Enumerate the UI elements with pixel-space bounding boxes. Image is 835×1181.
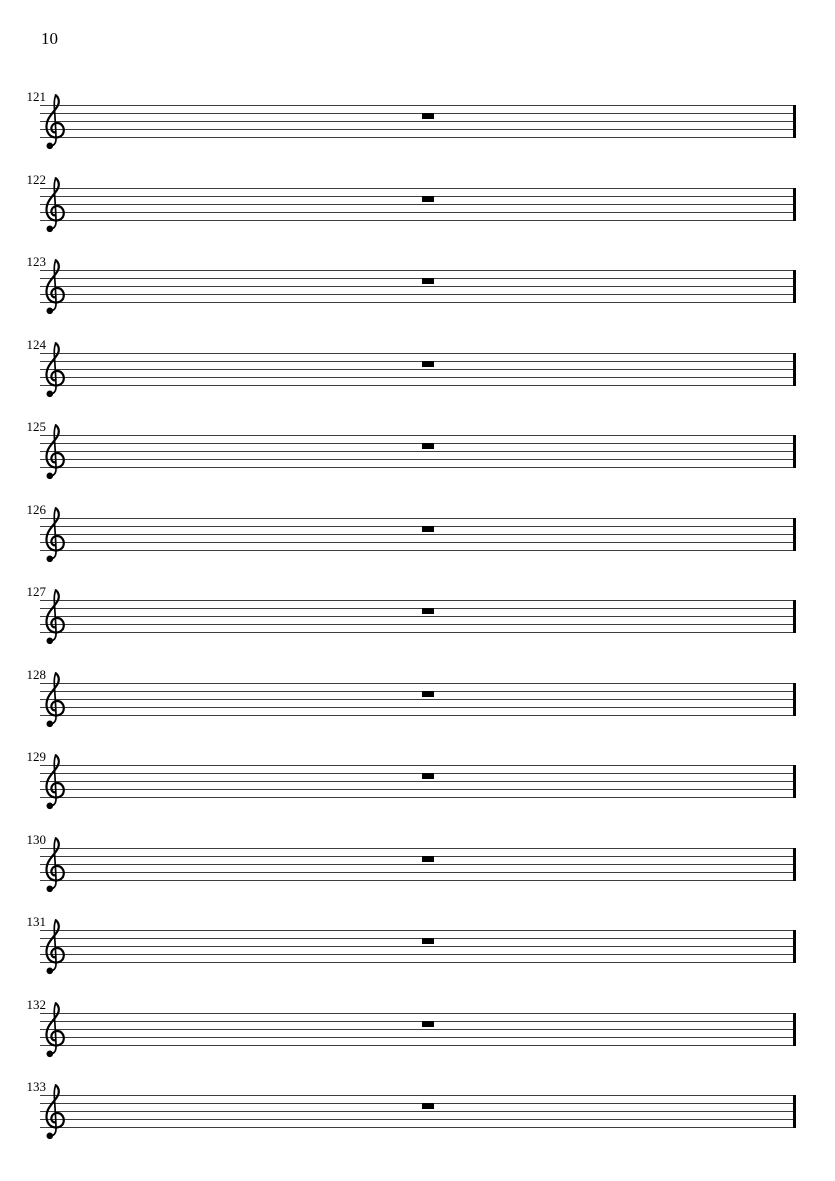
end-barline [793, 765, 796, 798]
staff-system [0, 910, 835, 980]
staff-line [40, 534, 796, 535]
staff-line [40, 1045, 796, 1046]
staff-line [40, 715, 796, 716]
staff-line [40, 451, 796, 452]
staff-system [0, 498, 835, 568]
staff-line [40, 270, 796, 271]
whole-rest [422, 526, 434, 532]
measure-number: 132 [26, 997, 46, 1012]
staff-line [40, 880, 796, 881]
measure-number: 122 [26, 172, 46, 187]
staff-system [0, 663, 835, 733]
treble-clef-icon [43, 423, 67, 481]
whole-rest [422, 1021, 434, 1027]
end-barline [793, 270, 796, 303]
staff-line [40, 608, 796, 609]
end-barline [793, 1013, 796, 1046]
staff-line [40, 550, 796, 551]
end-barline [793, 600, 796, 633]
end-barline [793, 518, 796, 551]
staff-line [40, 954, 796, 955]
staff-line [40, 1095, 796, 1096]
staff-line [40, 938, 796, 939]
measure-number: 128 [26, 667, 46, 682]
staff-line [40, 856, 796, 857]
staff-line [40, 864, 796, 865]
staff-line [40, 105, 796, 106]
treble-clef-icon [43, 93, 67, 151]
measure-number: 126 [26, 502, 46, 517]
staff-system [0, 333, 835, 403]
staff-line [40, 361, 796, 362]
staff-line [40, 369, 796, 370]
staff-line [40, 872, 796, 873]
page-number: 10 [41, 29, 58, 48]
staff-line [40, 443, 796, 444]
end-barline [793, 105, 796, 138]
staff-line [40, 962, 796, 963]
end-barline [793, 1095, 796, 1128]
treble-clef-icon [43, 836, 67, 894]
staff-line [40, 600, 796, 601]
staff-line [40, 1119, 796, 1120]
end-barline [793, 435, 796, 468]
whole-rest [422, 773, 434, 779]
staff-line [40, 467, 796, 468]
treble-clef-icon [43, 588, 67, 646]
staff-system [0, 85, 835, 155]
measure-number: 123 [26, 254, 46, 269]
measure-number: 129 [26, 749, 46, 764]
treble-clef-icon [43, 753, 67, 811]
whole-rest [422, 608, 434, 614]
staff-line [40, 353, 796, 354]
whole-rest [422, 361, 434, 367]
staff-line [40, 196, 796, 197]
staff-line [40, 518, 796, 519]
whole-rest [422, 938, 434, 944]
staff-line [40, 542, 796, 543]
treble-clef-icon [43, 1001, 67, 1059]
measure-number: 125 [26, 419, 46, 434]
whole-rest [422, 196, 434, 202]
end-barline [793, 848, 796, 881]
staff-line [40, 137, 796, 138]
treble-clef-icon [43, 176, 67, 234]
staff-line [40, 278, 796, 279]
staff-line [40, 699, 796, 700]
staff-system [0, 580, 835, 650]
staff-line [40, 385, 796, 386]
staff-system [0, 168, 835, 238]
end-barline [793, 930, 796, 963]
end-barline [793, 683, 796, 716]
staff-line [40, 212, 796, 213]
staff-line [40, 286, 796, 287]
staff-line [40, 1037, 796, 1038]
treble-clef-icon [43, 506, 67, 564]
staff-line [40, 848, 796, 849]
staff-line [40, 1111, 796, 1112]
treble-clef-icon [43, 258, 67, 316]
staff-line [40, 632, 796, 633]
whole-rest [422, 278, 434, 284]
staff-line [40, 294, 796, 295]
staff-line [40, 1013, 796, 1014]
staff-system [0, 415, 835, 485]
staff-system [0, 828, 835, 898]
staff-system [0, 1075, 835, 1145]
staff-line [40, 113, 796, 114]
staff-line [40, 459, 796, 460]
staff-line [40, 683, 796, 684]
treble-clef-icon [43, 671, 67, 729]
staff-line [40, 1021, 796, 1022]
staff-line [40, 188, 796, 189]
measure-number: 124 [26, 337, 46, 352]
staff-system [0, 745, 835, 815]
measure-number: 127 [26, 584, 46, 599]
whole-rest [422, 1103, 434, 1109]
staff-line [40, 930, 796, 931]
whole-rest [422, 856, 434, 862]
staff-system [0, 250, 835, 320]
staff-line [40, 797, 796, 798]
end-barline [793, 188, 796, 221]
staff-line [40, 773, 796, 774]
staff-line [40, 624, 796, 625]
measure-number: 121 [26, 89, 46, 104]
staff-line [40, 377, 796, 378]
staff-line [40, 781, 796, 782]
staff-line [40, 435, 796, 436]
staff-line [40, 204, 796, 205]
treble-clef-icon [43, 918, 67, 976]
end-barline [793, 353, 796, 386]
whole-rest [422, 113, 434, 119]
staff-line [40, 765, 796, 766]
measure-number: 130 [26, 832, 46, 847]
staff-line [40, 616, 796, 617]
staff-line [40, 946, 796, 947]
treble-clef-icon [43, 1083, 67, 1141]
staff-line [40, 707, 796, 708]
whole-rest [422, 443, 434, 449]
staff-line [40, 691, 796, 692]
staff-line [40, 526, 796, 527]
measure-number: 131 [26, 914, 46, 929]
staff-line [40, 1103, 796, 1104]
staff-line [40, 302, 796, 303]
staff-line [40, 1127, 796, 1128]
staff-line [40, 789, 796, 790]
staff-system [0, 993, 835, 1063]
whole-rest [422, 691, 434, 697]
measure-number: 133 [26, 1079, 46, 1094]
staff-line [40, 121, 796, 122]
treble-clef-icon [43, 341, 67, 399]
staff-line [40, 220, 796, 221]
staff-line [40, 1029, 796, 1030]
staff-line [40, 129, 796, 130]
